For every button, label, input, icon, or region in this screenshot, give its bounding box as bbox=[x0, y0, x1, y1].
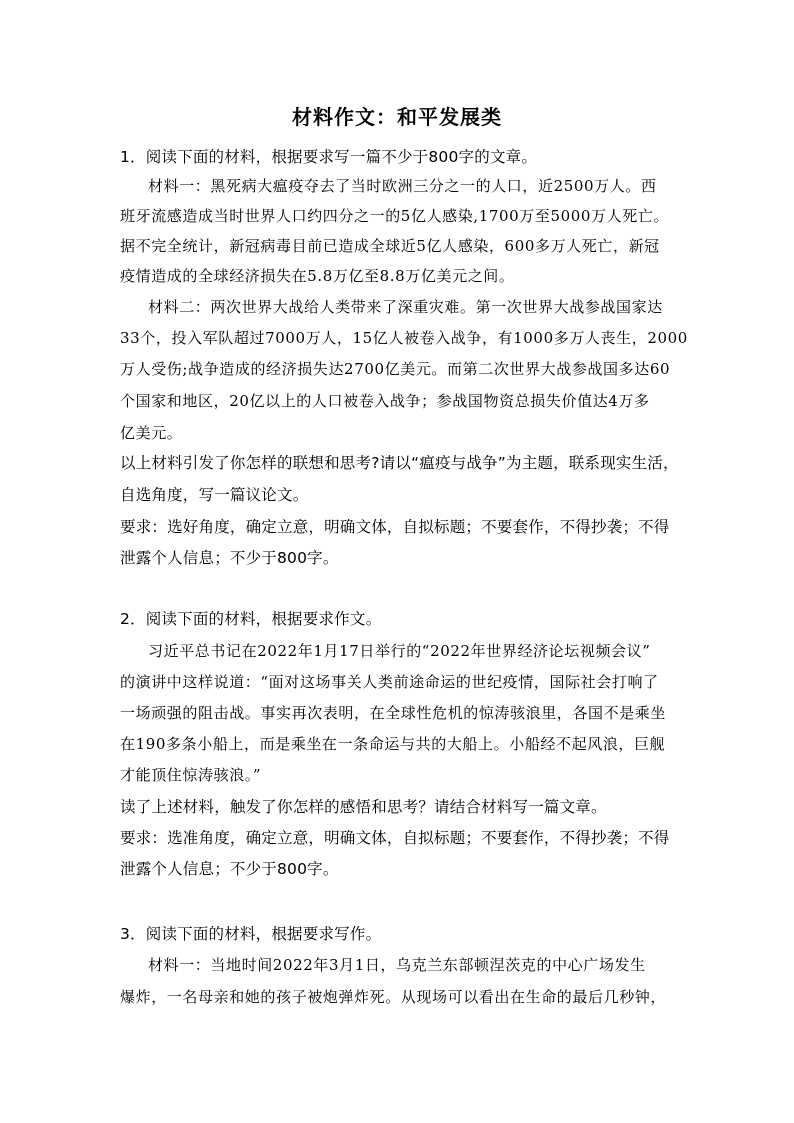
q1-prompt-line: 自选角度，写一篇议论文。 bbox=[120, 486, 309, 504]
q1-material2-line: 33个，投入军队超过7000万人，15亿人被卷入战争，有1000多万人丧生，2000 bbox=[120, 329, 688, 347]
q2-heading: 2．阅读下面的材料，根据要求作文。 bbox=[120, 610, 382, 628]
q1-requirement-line: 泄露个人信息；不少于800字。 bbox=[120, 549, 339, 567]
q2-material-line: 一场顽强的阻击战。事实再次表明，在全球性危机的惊涛骇浪里，各国不是乘坐 bbox=[120, 704, 667, 722]
q2-requirement-line: 泄露个人信息；不少于800字。 bbox=[120, 860, 339, 878]
q1-material2-line: 亿美元。 bbox=[120, 424, 183, 442]
q3-material1-line: 爆炸，一名母亲和她的孩子被炮弹炸死。从现场可以看出在生命的最后几秒钟， bbox=[120, 988, 667, 1006]
q1-requirement-line: 要求：选好角度，确定立意，明确文体，自拟标题；不要套作，不得抄袭；不得 bbox=[120, 518, 670, 536]
q1-material1-line: 疫情造成的全球经济损失在5.8万亿至8.8万亿美元之间。 bbox=[120, 267, 515, 285]
q3-material1-line: 材料一：当地时间2022年3月1日，乌克兰东部顿涅茨克的中心广场发生 bbox=[148, 956, 646, 974]
q1-prompt-line: 以上材料引发了你怎样的联想和思考?请以“瘟疫与战争”为主题，联系现实生活， bbox=[120, 454, 679, 472]
q1-material1-line: 据不完全统计，新冠病毒目前已造成全球近5亿人感染，600多万人死亡，新冠 bbox=[120, 237, 660, 255]
q1-material1-line: 材料一：黑死病大瘟疫夺去了当时欧洲三分之一的人口，近2500万人。西 bbox=[148, 177, 657, 195]
q1-material1-line: 班牙流感造成当时世界人口约四分之一的5亿人感染,1700万至5000万人死亡。 bbox=[120, 207, 670, 225]
q2-material-line: 在190多条小船上，而是乘坐在一条命运与共的大船上。小船经不起风浪，巨舰 bbox=[120, 735, 666, 753]
q1-material2-line: 万人受伤;战争造成的经济损失达2700亿美元。而第二次世界大战参战国多达60 bbox=[120, 360, 671, 378]
q2-material-line: 习近平总书记在2022年1月17日举行的“2022年世界经济论坛视频会议” bbox=[148, 642, 651, 660]
q2-material-line: 的演讲中这样说道：“面对这场事关人类前途命运的世纪疫情，国际社会打响了 bbox=[120, 673, 659, 691]
q1-heading: 1．阅读下面的材料，根据要求写一篇不少于800字的文章。 bbox=[120, 148, 538, 166]
q1-material2-line: 个国家和地区，20亿以上的人口被卷入战争；参战国物资总损失价值达4万多 bbox=[120, 392, 650, 410]
q3-heading: 3．阅读下面的材料，根据要求写作。 bbox=[120, 925, 382, 943]
q2-requirement-line: 要求：选准角度，确定立意，明确文体，自拟标题；不要套作，不得抄袭；不得 bbox=[120, 829, 670, 847]
q2-prompt-line: 读了上述材料，触发了你怎样的感悟和思考？请结合材料写一篇文章。 bbox=[120, 798, 607, 816]
q2-material-line: 才能顶住惊涛骇浪。” bbox=[120, 766, 262, 784]
q1-material2-line: 材料二：两次世界大战给人类带来了深重灾难。第一次世界大战参战国家达 bbox=[148, 298, 663, 316]
page-title: 材料作文：和平发展类 bbox=[292, 105, 502, 129]
